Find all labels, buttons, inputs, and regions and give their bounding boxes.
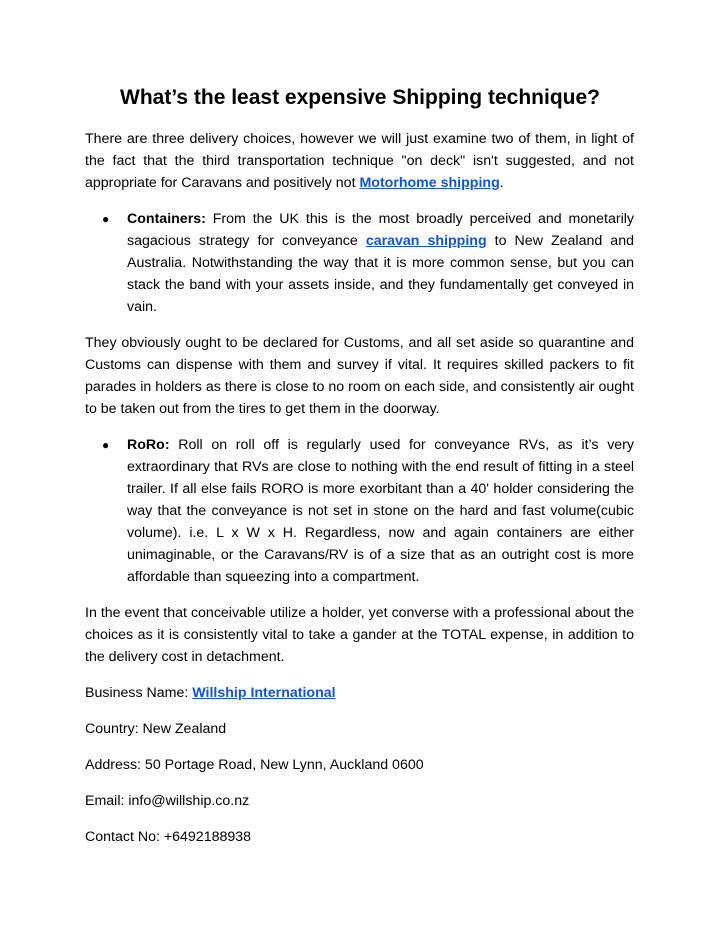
- bullet-lead-roro: RoRo:: [127, 437, 170, 453]
- bullet-lead-containers: Containers:: [127, 211, 206, 227]
- intro-text: There are three delivery choices, however we will just examine two of them, in light of the fact that the third transportation technique "on deck" isn't suggested, and not appropriate for Caravans and positively not: [85, 131, 634, 191]
- address-line: Address: 50 Portage Road, New Lynn, Auckland 0600: [85, 757, 424, 773]
- advice-paragraph: In the event that conceivable utilize a holder, yet converse with a professional about the choices as it is consistently vital to take a gander at the TOTAL expense, in addition to the delivery cost in detachment.: [85, 605, 634, 665]
- document-body: [85, 128, 634, 862]
- contact-number-line: Contact No: +6492188938: [85, 829, 252, 845]
- customs-paragraph: They obviously ought to be declared for Customs, and all set aside so quarantine and Customs can dispense with them and survey if vital. It requires skilled packers to fit parades in holders as there is close to no room on each side, and consistently air ought to be taken out from the tires to get them in the doorway.: [85, 335, 634, 417]
- bullet-icon: ●: [102, 438, 110, 452]
- country-line: Country: New Zealand: [85, 721, 227, 737]
- caravan-shipping-link[interactable]: caravan shipping: [365, 233, 487, 249]
- bullet-icon: ●: [102, 212, 110, 226]
- email-line: Email: info@willship.co.nz: [85, 793, 250, 809]
- bullet-item-containers: [85, 208, 634, 318]
- willship-international-link[interactable]: Willship International: [192, 685, 336, 701]
- business-name-line: [85, 682, 634, 704]
- page-title: What’s the least expensive Shipping technique?: [120, 86, 600, 109]
- bullet-text-roro: [127, 434, 634, 588]
- bullet-item-roro: [85, 434, 634, 588]
- bullet-body-part1: From the UK this is the most broadly perceived and monetarily sagacious strategy for conveyance: [127, 211, 634, 249]
- motorhome-shipping-link[interactable]: Motorhome shipping: [359, 175, 500, 191]
- intro-paragraph: [85, 128, 634, 194]
- bullet-body-part2: to New Zealand and Australia. Notwithstanding the way that it is more common sense, but you can stack the band with your assets inside, and they fundamentally get conveyed in vain.: [127, 233, 634, 315]
- bullet-text-containers: [127, 208, 634, 318]
- bullet-body-roro: Roll on roll off is regularly used for conveyance RVs, as it’s very extraordinary that RVs are close to nothing with the end result of fitting in a steel trailer. If all else fails RORO is more exorbitant than a 40' holder considering the way that the conveyance is not set in stone on the hard and fast volume(cubic volume). i.e. L x W x H. Regardless, now and again containers are either unimaginable, or the Caravans/RV is of a size that as an outright cost is more affordable than squeezing into a compartment.: [127, 437, 634, 585]
- intro-period: .: [499, 175, 504, 191]
- business-name-label: Business Name:: [85, 685, 193, 701]
